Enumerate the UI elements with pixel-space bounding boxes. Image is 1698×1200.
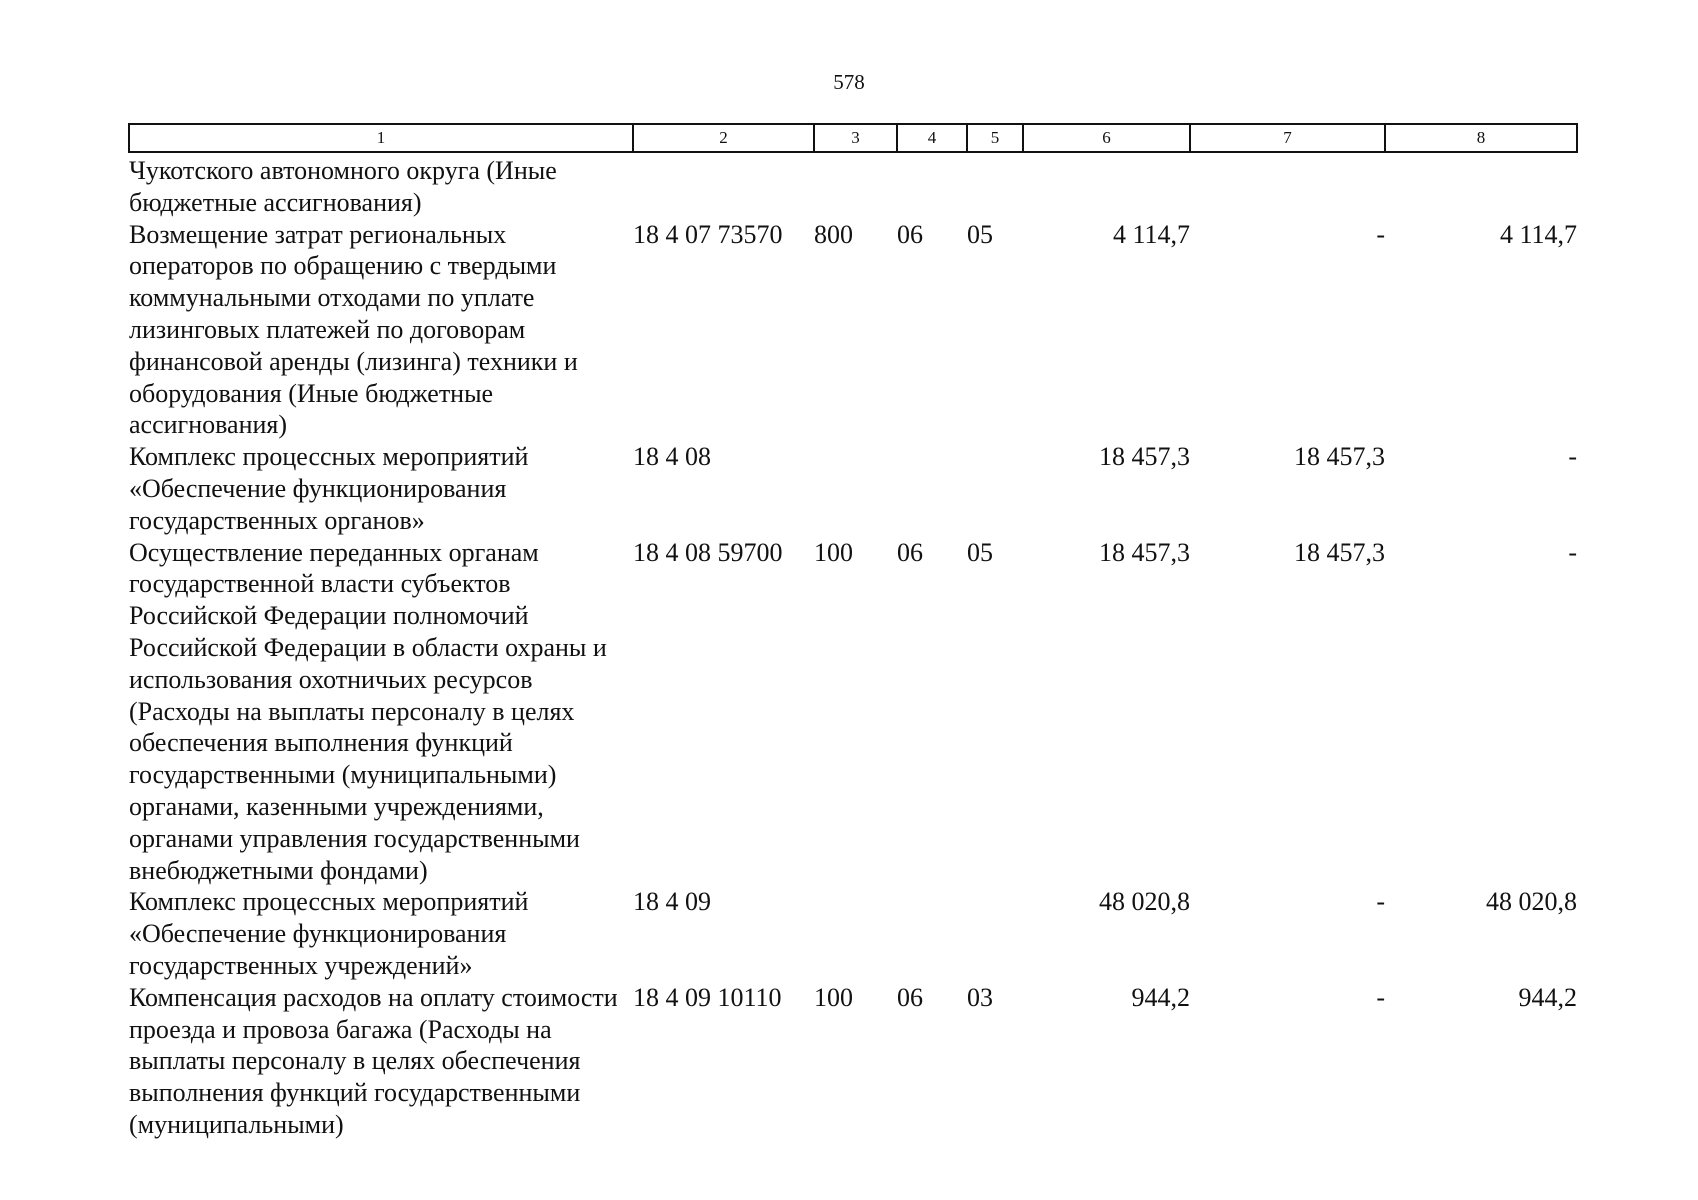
row-section (897, 886, 967, 981)
row-target-article: 18 4 08 59700 (633, 537, 783, 567)
row-subsection (967, 441, 1023, 536)
row-name: Осуществление переданных органам государственной власти субъектов Российской Федерации полномочий Российской Федерации в области охраны и использования охотничьих ресурсов (Расходы на выплаты персоналу в целях обеспечения выполнения функций государственными (муниципальными) органами, казенными учреждениями, органами управления государственными внебюджетными фондами) (129, 537, 607, 885)
row-amount-regional (1385, 152, 1577, 219)
row-expense-type: 100 (814, 537, 853, 567)
budget-table (128, 123, 1578, 1141)
row-amount-total (1023, 152, 1190, 219)
row-amount-federal: - (1376, 887, 1385, 917)
header-col-8: 8 (1385, 124, 1577, 152)
row-name: Компенсация расходов на оплату стоимости проезда и провоза багажа (Расходы на выплаты персоналу в целях обеспечения выполнения функций государственными (муниципальными) (129, 982, 618, 1139)
row-amount-total: 18 457,3 (1099, 442, 1190, 472)
row-amount-federal: - (1376, 982, 1385, 1012)
header-col-3: 3 (814, 124, 897, 152)
header-col-5: 5 (967, 124, 1023, 152)
row-name: Возмещение затрат региональных операторов по обращению с твердыми коммунальными отходами по уплате лизинговых платежей по договорам финансовой аренды (лизинга) техники и оборудования (Иные бюджетные ассигнования) (129, 219, 578, 440)
row-expense-type: 800 (814, 219, 853, 249)
table-row (129, 441, 1577, 536)
row-amount-regional: - (1568, 442, 1577, 472)
page-number: 578 (833, 70, 865, 94)
table-row (129, 537, 1577, 887)
table-row (129, 219, 1577, 442)
row-expense-type: 100 (814, 982, 853, 1012)
header-col-2: 2 (633, 124, 814, 152)
row-expense-type (814, 441, 897, 536)
row-section (897, 152, 967, 219)
header-col-4: 4 (897, 124, 967, 152)
row-subsection (967, 152, 1023, 219)
budget-table-container (128, 123, 1576, 1141)
row-name: Чукотского автономного округа (Иные бюджетные ассигнования) (129, 156, 557, 217)
row-amount-federal: 18 457,3 (1294, 537, 1385, 567)
row-expense-type (814, 886, 897, 981)
row-subsection: 05 (967, 219, 993, 249)
row-name: Комплекс процессных мероприятий «Обеспечение функционирования государственных учреждений» (129, 887, 529, 980)
header-col-6: 6 (1023, 124, 1190, 152)
row-name: Комплекс процессных мероприятий «Обеспечение функционирования государственных органов» (129, 442, 529, 535)
row-target-article: 18 4 08 (633, 442, 711, 472)
header-col-1: 1 (129, 124, 633, 152)
row-subsection: 05 (967, 537, 993, 567)
table-row (129, 152, 1577, 219)
row-section: 06 (897, 982, 923, 1012)
row-amount-regional: 48 020,8 (1486, 887, 1577, 917)
row-subsection: 03 (967, 982, 993, 1012)
row-amount-total: 18 457,3 (1099, 537, 1190, 567)
row-target-article: 18 4 09 (633, 887, 711, 917)
row-subsection (967, 886, 1023, 981)
table-row (129, 886, 1577, 981)
row-amount-regional: 4 114,7 (1499, 219, 1577, 249)
row-target-article (633, 152, 814, 219)
row-amount-total: 48 020,8 (1099, 887, 1190, 917)
row-amount-federal (1190, 152, 1385, 219)
row-amount-federal: - (1376, 219, 1385, 249)
row-section: 06 (897, 219, 923, 249)
row-target-article: 18 4 07 73570 (633, 219, 783, 249)
row-amount-total: 944,2 (1131, 982, 1190, 1012)
row-amount-federal: 18 457,3 (1294, 442, 1385, 472)
row-section (897, 441, 967, 536)
row-section: 06 (897, 537, 923, 567)
row-target-article: 18 4 09 10110 (633, 982, 782, 1012)
row-amount-regional: - (1568, 537, 1577, 567)
row-amount-total: 4 114,7 (1112, 219, 1190, 249)
table-header (129, 124, 1577, 152)
header-row (129, 124, 1577, 152)
row-expense-type (814, 152, 897, 219)
header-col-7: 7 (1190, 124, 1385, 152)
row-amount-regional: 944,2 (1518, 982, 1577, 1012)
table-row (129, 982, 1577, 1141)
table-body (129, 152, 1577, 1141)
